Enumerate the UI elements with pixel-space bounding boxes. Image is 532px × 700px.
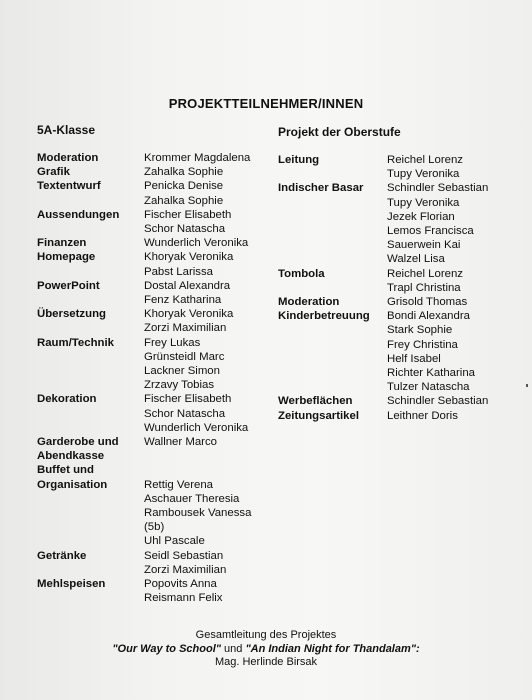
participant-name: Wunderlich Veronika: [144, 237, 249, 250]
list-item: [37, 265, 251, 279]
right-column-heading: Projekt der Oberstufe: [278, 125, 401, 139]
role-label: [278, 252, 387, 266]
role-label: Finanzen: [37, 237, 87, 250]
role-label: Mehlspeisen: [37, 578, 106, 591]
list-item: [278, 323, 488, 337]
participant-name: Schindler Sebastian: [387, 182, 489, 195]
list-item: [37, 407, 251, 421]
role-label: Moderation: [37, 152, 99, 164]
participant-name: Helf Isabel: [387, 352, 441, 365]
role-label: [37, 265, 144, 279]
footer-projects: [0, 643, 532, 657]
list-item: [37, 250, 251, 264]
participant-name: Khoryak Veronika: [144, 308, 234, 321]
list-item: [278, 380, 488, 394]
participant-name: Zrzavy Tobias: [144, 379, 215, 392]
role-label: Moderation: [278, 296, 340, 309]
list-item: [37, 463, 251, 477]
role-label: [37, 222, 144, 236]
list-item: [278, 352, 488, 366]
role-label: [278, 238, 387, 252]
list-item: [37, 179, 251, 193]
participant-name: Reichel Lorenz: [387, 267, 463, 280]
participant-name: Lemos Francisca: [387, 225, 474, 238]
list-item: [37, 378, 251, 392]
list-item: [37, 279, 251, 293]
role-label: Leitung: [278, 154, 320, 166]
participant-name: Dostal Alexandra: [144, 279, 231, 292]
role-label: [37, 506, 144, 520]
role-label: [37, 350, 144, 364]
role-label: [278, 224, 387, 238]
list-item: [37, 534, 251, 548]
participant-name: Sauerwein Kai: [387, 239, 461, 252]
list-item: [37, 392, 251, 406]
footer-connector: und: [220, 642, 246, 655]
page-title: PROJEKTTEILNEHMER/INNEN: [168, 96, 364, 111]
paper-mark: [526, 384, 528, 387]
role-label: [37, 492, 144, 506]
list-item: [278, 366, 488, 380]
list-item: [37, 549, 251, 563]
participant-name: Popovits Anna: [144, 578, 217, 591]
role-label: PowerPoint: [37, 279, 100, 292]
role-label: [37, 563, 144, 577]
participant-name: Uhl Pascale: [144, 535, 205, 548]
list-item: [37, 449, 251, 463]
participant-name: Penicka Denise: [144, 180, 224, 193]
list-item: [278, 224, 488, 238]
role-label: Indischer Basar: [278, 182, 364, 195]
participant-name: (5b): [144, 521, 165, 534]
list-item: [37, 165, 251, 179]
footer: [0, 629, 532, 670]
participant-name: Fischer Elisabeth: [144, 208, 232, 221]
participant-name: Zahalka Sophie: [144, 166, 224, 179]
role-label: [37, 321, 144, 335]
footer-colon: :: [415, 642, 420, 655]
project-leader: Mag. Herlinde Birsak: [214, 656, 318, 668]
role-label: [278, 366, 387, 380]
left-column-heading: 5A-Klasse: [37, 123, 96, 137]
participant-name: Reichel Lorenz: [387, 154, 463, 166]
project-name-1: "Our Way to School": [112, 642, 221, 655]
participant-name: Wunderlich Veronika: [144, 421, 249, 434]
role-label: [37, 520, 144, 534]
role-label: [278, 323, 387, 337]
list-item: [37, 520, 251, 534]
participant-name: Tupy Veronika: [387, 168, 460, 181]
role-label: [37, 407, 144, 421]
list-item: [37, 293, 251, 307]
list-item: [37, 336, 251, 350]
role-label: [37, 378, 144, 392]
participant-name: Wallner Marco: [144, 436, 217, 449]
list-item: [37, 478, 251, 492]
list-item: [37, 151, 251, 165]
participant-name: Trapl Christina: [387, 281, 461, 294]
participant-name: Seidl Sebastian: [144, 549, 224, 562]
participant-name: Richter Katharina: [387, 367, 476, 380]
right-participants-list: [278, 153, 488, 423]
role-label: [37, 364, 144, 378]
participant-name: Leithner Doris: [387, 409, 458, 422]
list-item: [37, 563, 251, 577]
list-item: [278, 309, 488, 323]
list-item: [37, 421, 251, 435]
list-item: [37, 577, 251, 591]
role-label: [278, 338, 387, 352]
participant-name: Pabst Larissa: [144, 265, 214, 278]
role-label: [37, 534, 144, 548]
participant-name: Stark Sophie: [387, 324, 453, 337]
role-label: [278, 210, 387, 224]
role-label: [278, 281, 387, 295]
role-label: Übersetzung: [37, 308, 106, 321]
list-item: [278, 394, 488, 408]
role-label: Tombola: [278, 267, 325, 280]
participant-name: Schor Natascha: [144, 223, 226, 236]
role-label: [278, 196, 387, 210]
role-label: [278, 380, 387, 394]
list-item: [278, 267, 488, 281]
participant-name: Fenz Katharina: [144, 294, 222, 307]
role-label: Werbeflächen: [278, 395, 353, 408]
participant-name: Reismann Felix: [144, 592, 223, 605]
participant-name: Zorzi Maximilian: [144, 563, 227, 576]
role-label: [37, 194, 144, 208]
list-item: [37, 307, 251, 321]
role-label: Zeitungsartikel: [278, 409, 360, 422]
list-item: [37, 194, 251, 208]
participant-name: Frey Christina: [387, 338, 458, 351]
participant-name: Lackner Simon: [144, 365, 220, 378]
list-item: [37, 236, 251, 250]
list-item: [278, 210, 488, 224]
project-name-2: "An Indian Night for Thandalam": [245, 642, 416, 655]
list-item: [37, 492, 251, 506]
list-item: [37, 350, 251, 364]
list-item: [278, 252, 488, 266]
participant-name: Fischer Elisabeth: [144, 393, 232, 406]
list-item: [278, 295, 488, 309]
role-label: Buffet und: [37, 464, 94, 477]
list-item: [278, 167, 488, 181]
participant-name: Aschauer Theresia: [144, 492, 240, 505]
role-label: [37, 293, 144, 307]
list-item: [37, 208, 251, 222]
role-label: [278, 167, 387, 181]
list-item: [278, 338, 488, 352]
list-item: [278, 153, 488, 167]
list-item: [37, 321, 251, 335]
role-label: Grafik: [37, 166, 70, 179]
role-label: Textentwurf: [37, 180, 101, 193]
participant-name: Walzel Lisa: [387, 253, 445, 266]
footer-line1: Gesamtleitung des Projektes: [195, 629, 337, 641]
participant-name: Grisold Thomas: [387, 296, 468, 309]
role-label: Getränke: [37, 549, 87, 562]
list-item: [278, 196, 488, 210]
role-label: Raum/Technik: [37, 336, 115, 349]
role-label: Aussendungen: [37, 208, 120, 221]
role-label: Organisation: [37, 478, 108, 491]
role-label: [278, 352, 387, 366]
role-label: Kinderbetreuung: [278, 310, 370, 323]
participant-name: Khoryak Veronika: [144, 251, 234, 264]
role-label: [37, 421, 144, 435]
list-item: [37, 222, 251, 236]
list-item: [37, 364, 251, 378]
list-item: [278, 281, 488, 295]
participant-name: Bondi Alexandra: [387, 310, 470, 323]
list-item: [278, 181, 488, 195]
participant-name: Jezek Florian: [387, 210, 455, 223]
participant-name: Zahalka Sophie: [144, 194, 224, 207]
role-label: Abendkasse: [37, 450, 105, 463]
role-label: Homepage: [37, 251, 96, 264]
participant-name: Frey Lukas: [144, 336, 201, 349]
participant-name: Grünsteidl Marc: [144, 350, 225, 363]
role-label: Dekoration: [37, 393, 97, 406]
participant-name: Schindler Sebastian: [387, 395, 489, 408]
left-participants-list: [37, 151, 251, 606]
participant-name: Rambousek Vanessa: [144, 507, 252, 520]
participant-name: Rettig Verena: [144, 478, 214, 491]
list-item: [37, 506, 251, 520]
participant-name: Tupy Veronika: [387, 196, 460, 209]
participant-name: Tulzer Natascha: [387, 381, 470, 394]
list-item: [278, 409, 488, 423]
list-item: [37, 591, 251, 605]
participant-name: Schor Natascha: [144, 407, 226, 420]
role-label: Garderobe und: [37, 436, 119, 449]
participant-name: Zorzi Maximilian: [144, 322, 227, 335]
role-label: [37, 591, 144, 605]
list-item: [37, 435, 251, 449]
list-item: [278, 238, 488, 252]
participant-name: Krommer Magdalena: [144, 152, 251, 164]
